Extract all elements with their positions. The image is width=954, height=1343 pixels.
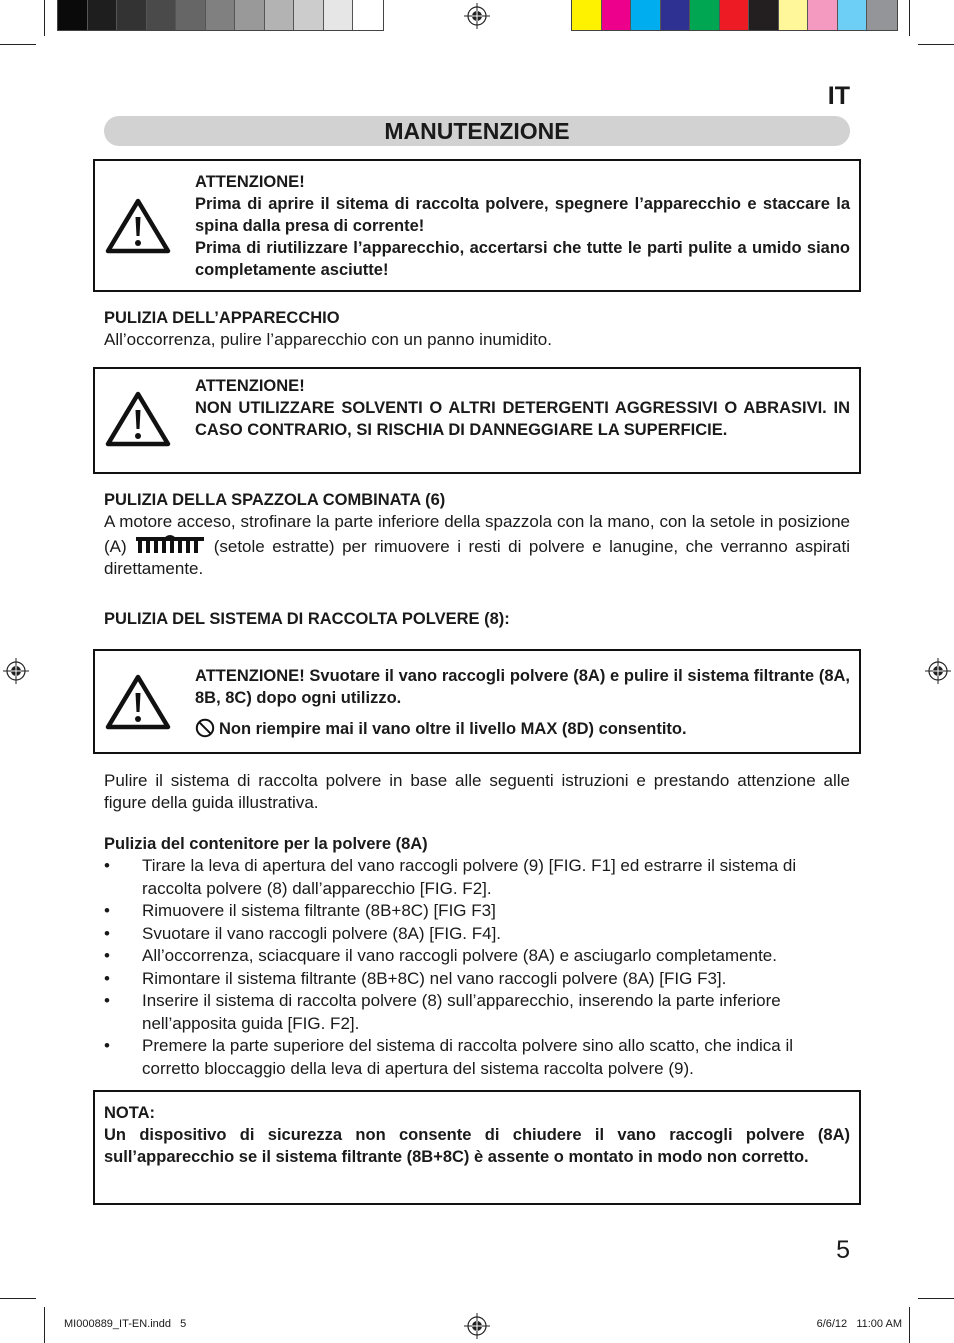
prohibition-line <box>195 718 850 740</box>
registration-mark-icon <box>3 658 29 684</box>
color-swatch <box>265 0 295 30</box>
gray-calibration-bar <box>57 0 384 31</box>
cleaning-appliance-section <box>104 307 850 351</box>
crop-mark <box>44 1307 45 1343</box>
section-text: All’occorrenza, pulire l’apparecchio con un panno inumidito. <box>104 330 552 349</box>
color-swatch <box>235 0 265 30</box>
warning-heading: ATTENZIONE! <box>195 173 305 191</box>
color-swatch <box>353 0 383 30</box>
registration-mark-icon <box>464 1313 490 1339</box>
instructions-intro <box>104 770 850 814</box>
language-code: IT <box>827 82 850 110</box>
note-text <box>104 1102 850 1168</box>
section-heading: Pulizia del contenitore per la polvere (8A) <box>104 835 428 853</box>
footer-file-info: MI000889_IT-EN.indd 5 <box>64 1318 187 1330</box>
text-part: (setole estratte) per rimuovere i resti di polvere e lanugine, che verranno aspirati direttamente. <box>104 537 850 578</box>
registration-mark-icon <box>464 3 490 29</box>
color-swatch <box>294 0 324 30</box>
color-swatch <box>176 0 206 30</box>
container-cleaning-section <box>104 833 850 1080</box>
page-number: 5 <box>836 1236 850 1264</box>
color-swatch <box>867 0 897 30</box>
warning-line: Prima di aprire il sitema di raccolta polvere, spegnere l’apparecchio e staccare la spina dalla presa di corrente! <box>195 195 850 235</box>
color-swatch <box>690 0 720 30</box>
color-swatch <box>661 0 691 30</box>
warning-text <box>195 665 850 740</box>
color-swatch <box>631 0 661 30</box>
list-item: • All’occorrenza, sciacquare il vano raccogli polvere (8A) e asciugarlo completamente. <box>104 945 850 968</box>
list-item: • Premere la parte superiore del sistema di raccolta polvere sino allo scatto, che indica il corretto bloccaggio della leva di apertura del sistema raccolta polvere (9). <box>104 1035 850 1080</box>
note-body: Un dispositivo di sicurezza non consente di chiudere il vano raccogli polvere (8A) sull’apparecchio se il sistema filtrante (8B+8C) è assente o montato in modo non corretto. <box>104 1126 850 1166</box>
warning-line: NON UTILIZZARE SOLVENTI O ALTRI DETERGENTI AGGRESSIVI O ABRASIVI. IN CASO CONTRARIO, SI RISCHIA DI DANNEGGIARE LA SUPERFICIE. <box>195 399 850 439</box>
brush-cleaning-section <box>104 489 850 580</box>
warning-text <box>195 375 850 441</box>
list-item: • Rimuovere il sistema filtrante (8B+8C) [FIG F3] <box>104 900 850 923</box>
color-swatch <box>147 0 177 30</box>
section-text: Pulire il sistema di raccolta polvere in base alle seguenti istruzioni e prestando attenzione alle figure della guida illustrativa. <box>104 771 850 812</box>
section-heading: PULIZIA DELL’APPARECCHIO <box>104 309 340 327</box>
warning-box <box>93 159 861 292</box>
warning-triangle-icon <box>104 673 172 731</box>
note-box <box>93 1090 861 1205</box>
list-item: • Rimontare il sistema filtrante (8B+8C) nel vano raccogli polvere (8A) [FIG F3]. <box>104 968 850 991</box>
warning-line: Prima di riutilizzare l’apparecchio, accertarsi che tutte le parti pulite a umido siano completamente asciutte! <box>195 239 850 279</box>
crop-mark <box>909 1307 910 1343</box>
color-swatch <box>88 0 118 30</box>
crop-mark <box>44 0 45 36</box>
warning-box <box>93 367 861 474</box>
color-calibration-bar <box>571 0 898 31</box>
color-swatch <box>838 0 868 30</box>
warning-triangle-icon <box>104 197 172 255</box>
steps-list <box>104 855 850 1080</box>
page-title: MANUTENZIONE <box>104 116 850 146</box>
text-part: A motore acceso, strofinare la parte inferiore della spazzola con la mano, con la setole in posizione (A) <box>104 512 850 556</box>
color-swatch <box>117 0 147 30</box>
crop-mark <box>0 1298 36 1299</box>
note-heading: NOTA: <box>104 1104 156 1122</box>
color-swatch <box>779 0 809 30</box>
warning-line: ATTENZIONE! Svuotare il vano raccogli polvere (8A) e pulire il sistema filtrante (8A, 8B, 8C) dopo ogni utilizzo. <box>195 667 850 707</box>
registration-mark-icon <box>925 658 951 684</box>
crop-mark <box>918 44 954 45</box>
prohibition-icon <box>195 718 215 738</box>
crop-mark <box>0 44 36 45</box>
crop-mark <box>909 0 910 36</box>
color-swatch <box>324 0 354 30</box>
warning-heading: ATTENZIONE! <box>195 377 305 395</box>
list-item: • Tirare la leva di apertura del vano raccogli polvere (9) [FIG. F1] ed estrarre il sistema di raccolta polvere (8) dall’apparecchio [FIG. F2]. <box>104 855 850 900</box>
list-item: • Inserire il sistema di raccolta polvere (8) sull’apparecchio, inserendo la parte inferiore nell’apposita guida [FIG. F2]. <box>104 990 850 1035</box>
color-swatch <box>58 0 88 30</box>
crop-mark <box>918 1298 954 1299</box>
bristles-extended-icon <box>134 533 206 555</box>
color-swatch <box>720 0 750 30</box>
color-swatch <box>572 0 602 30</box>
color-swatch <box>749 0 779 30</box>
list-item: • Svuotare il vano raccogli polvere (8A) [FIG. F4]. <box>104 923 850 946</box>
color-swatch <box>808 0 838 30</box>
warning-triangle-icon <box>104 390 172 448</box>
section-heading: PULIZIA DELLA SPAZZOLA COMBINATA (6) <box>104 491 446 509</box>
color-swatch <box>206 0 236 30</box>
footer-date: 6/6/12 11:00 AM <box>816 1318 902 1330</box>
dust-system-section <box>104 608 850 630</box>
warning-text <box>195 171 850 281</box>
prohibition-text: Non riempire mai il vano oltre il livello MAX (8D) consentito. <box>219 720 687 738</box>
section-text <box>104 511 850 580</box>
section-heading: PULIZIA DEL SISTEMA DI RACCOLTA POLVERE (8): <box>104 610 510 628</box>
warning-box <box>93 649 861 754</box>
color-swatch <box>602 0 632 30</box>
